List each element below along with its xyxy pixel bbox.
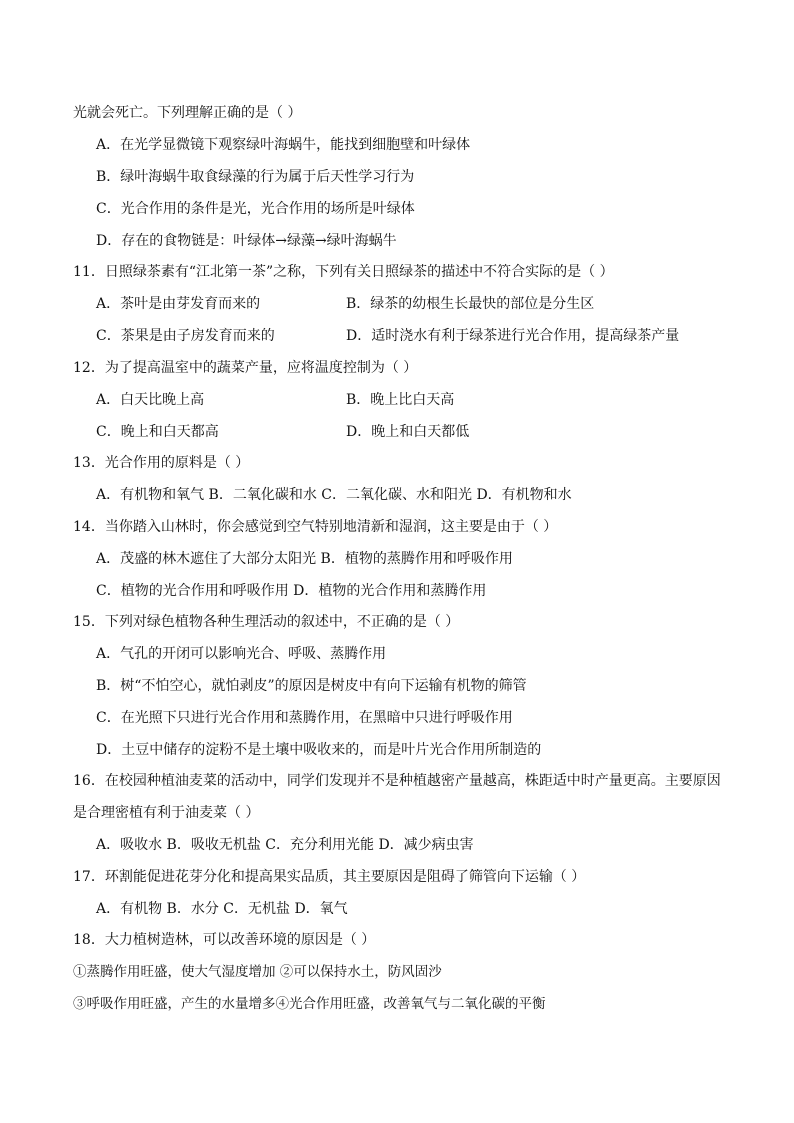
q11-option-d: D．适时浇水有利于绿茶进行光合作用，提高绿茶产量 [346,328,680,344]
q15-option-d: D．土豆中储存的淀粉不是土壤中吸收来的，而是叶片光合作用所制造的 [96,742,542,758]
q16-options: A．吸收水 B．吸收无机盐 C．充分利用光能 D．减少病虫害 [96,837,474,853]
q16-stem: 16．在校园种植油麦菜的活动中，同学们发现并不是种植越密产量越高，株距适中时产量更高。主要原因 [73,773,721,789]
q15-stem: 15．下列对绿色植物各种生理活动的叙述中，不正确的是（ ） [73,614,460,630]
q11-stem: 11．日照绿茶素有“江北第一茶”之称，下列有关日照绿茶的描述中不符合实际的是（ ） [73,264,614,280]
q13-options: A．有机物和氧气 B．二氧化碳和水 C．二氧化碳、水和阳光 D．有机物和水 [96,487,572,503]
q18-statement-line-1: ①蒸腾作用旺盛，使大气湿度增加 ②可以保持水土，防风固沙 [73,964,442,980]
q17-options: A．有机物 B．水分 C．无机盐 D．氧气 [96,901,348,917]
q13-stem: 13．光合作用的原料是（ ） [73,455,250,471]
q14-stem: 14．当你踏入山林时，你会感觉到空气特别地清新和湿润，这主要是由于（ ） [73,519,558,535]
q11-option-a: A．茶叶是由芽发育而来的 [96,296,261,312]
q10-option-b: B．绿叶海蜗牛取食绿藻的行为属于后天性学习行为 [96,169,415,185]
q10-option-d: D．存在的食物链是：叶绿体→绿藻→绿叶海蜗牛 [96,233,397,249]
q14-options-ab: A．茂盛的林木遮住了大部分太阳光 B．植物的蒸腾作用和呼吸作用 [96,551,513,567]
q12-stem: 12．为了提高温室中的蔬菜产量，应将温度控制为（ ） [73,360,418,376]
q17-stem: 17．环割能促进花芽分化和提高果实品质，其主要原因是阻碍了筛管向下运输（ ） [73,869,586,885]
q11-option-b: B．绿茶的幼根生长最快的部位是分生区 [346,296,595,312]
q10-option-c: C．光合作用的条件是光，光合作用的场所是叶绿体 [96,201,415,217]
q12-option-a: A．白天比晚上高 [96,392,205,408]
q11-option-c: C．茶果是由子房发育而来的 [96,328,275,344]
q16-stem-continuation: 是合理密植有利于油麦菜（ ） [73,805,260,821]
q10-stem-continuation: 光就会死亡。下列理解正确的是（ ） [73,105,302,121]
q18-statement-line-2: ③呼吸作用旺盛，产生的水量增多④光合作用旺盛，改善氧气与二氧化碳的平衡 [73,996,546,1012]
q15-option-a: A．气孔的开闭可以影响光合、呼吸、蒸腾作用 [96,646,387,662]
q18-stem: 18．大力植树造林，可以改善环境的原因是（ ） [73,932,376,948]
q12-option-d: D．晚上和白天都低 [346,424,470,440]
q12-option-c: C．晚上和白天都高 [96,424,219,440]
q14-options-cd: C．植物的光合作用和呼吸作用 D．植物的光合作用和蒸腾作用 [96,583,487,599]
q12-option-b: B．晚上比白天高 [346,392,455,408]
q10-option-a: A．在光学显微镜下观察绿叶海蜗牛，能找到细胞壁和叶绿体 [96,137,471,153]
q15-option-b: B．树“不怕空心，就怕剥皮”的原因是树皮中有向下运输有机物的筛管 [96,678,527,694]
q15-option-c: C．在光照下只进行光合作用和蒸腾作用，在黑暗中只进行呼吸作用 [96,710,513,726]
